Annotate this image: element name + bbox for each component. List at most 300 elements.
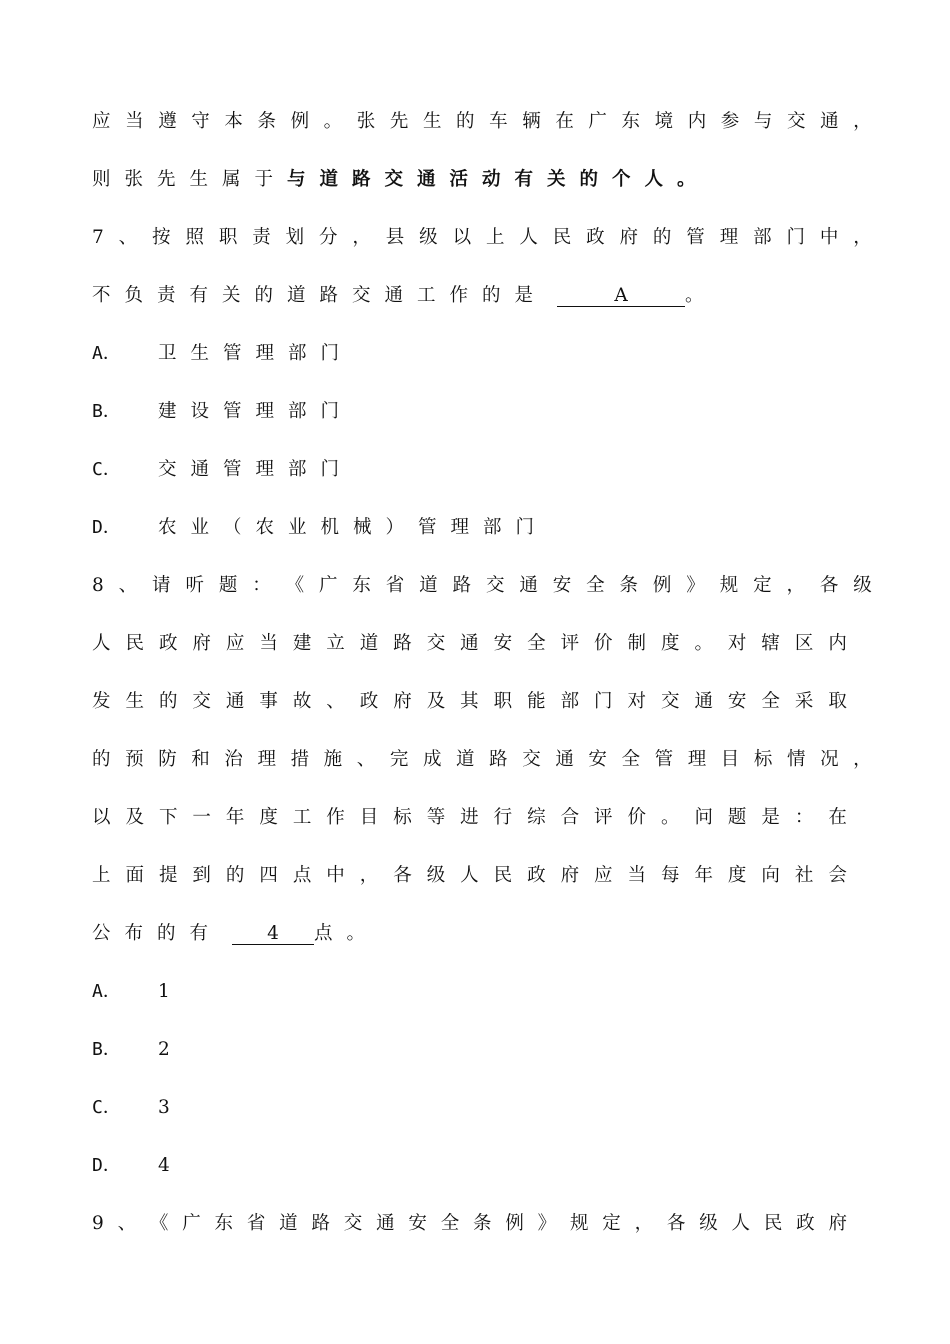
glyph: 度 [259, 807, 278, 828]
glyph: 下 [158, 807, 178, 828]
glyph: 生 [189, 169, 209, 190]
glyph: 部 [483, 517, 502, 538]
glyph: ， [634, 1213, 654, 1234]
option-text [158, 400, 353, 424]
glyph: 民 [552, 227, 572, 248]
glyph: 当 [627, 865, 647, 886]
glyph: 上 [485, 227, 505, 248]
glyph: 对 [727, 633, 747, 654]
question-8-line-3 [92, 690, 847, 714]
glyph: 应 [92, 111, 111, 132]
glyph: 机 [320, 517, 340, 538]
glyph: 门 [786, 227, 805, 248]
glyph: 题 [727, 807, 747, 828]
glyph: 到 [192, 865, 211, 886]
glyph: 全 [440, 1213, 460, 1234]
glyph: 全 [621, 749, 641, 770]
glyph: 请 [152, 575, 171, 596]
glyph: 取 [828, 691, 847, 712]
glyph: 政 [527, 865, 546, 886]
glyph: ， [359, 865, 379, 886]
glyph: 械 [353, 517, 372, 538]
question-7-line-1 [92, 226, 872, 250]
glyph: 道 [319, 169, 339, 190]
glyph: 路 [393, 633, 412, 654]
glyph: 府 [192, 633, 211, 654]
glyph: 级 [699, 1213, 718, 1234]
glyph: 安 [408, 1213, 427, 1234]
glyph: 以 [452, 227, 472, 248]
glyph: 交 [485, 575, 505, 596]
glyph: 通 [384, 285, 404, 306]
glyph: 条 [473, 1213, 492, 1234]
glyph: 县 [385, 227, 405, 248]
question-7-text [92, 285, 547, 306]
option-text [158, 342, 353, 366]
glyph: 民 [125, 633, 144, 654]
option-text: 1 [158, 981, 170, 1002]
glyph: 府 [393, 691, 412, 712]
glyph: 属 [222, 169, 241, 190]
glyph: 门 [594, 691, 613, 712]
glyph: 。 [694, 633, 713, 654]
glyph: 安 [493, 633, 513, 654]
glyph: 业 [288, 517, 307, 538]
glyph: 价 [594, 633, 613, 654]
glyph: 。 [323, 111, 343, 132]
glyph: 及 [426, 691, 446, 712]
glyph: 、 [118, 575, 138, 596]
glyph: 通 [820, 111, 839, 132]
glyph: 门 [320, 401, 340, 422]
glyph: 遵 [158, 111, 177, 132]
glyph: 情 [786, 749, 806, 770]
glyph: 有 [189, 285, 209, 306]
glyph: 7 [92, 227, 104, 248]
glyph: 布 [124, 923, 144, 944]
glyph: 公 [92, 923, 111, 944]
glyph: 通 [519, 575, 538, 596]
glyph: 综 [527, 807, 546, 828]
glyph: 人 [644, 169, 664, 190]
glyph: （ [223, 517, 242, 538]
glyph: 活 [449, 169, 469, 190]
glyph: 规 [719, 575, 739, 596]
glyph: 交 [343, 1213, 363, 1234]
glyph: 8 [92, 575, 104, 596]
glyph: 车 [489, 111, 508, 132]
glyph: 、 [118, 227, 138, 248]
glyph: 通 [417, 169, 436, 190]
glyph: 交 [192, 691, 211, 712]
glyph: 理 [257, 749, 276, 770]
glyph: 对 [627, 691, 647, 712]
glyph: 工 [292, 807, 312, 828]
glyph: 生 [190, 343, 210, 364]
glyph: 当 [259, 633, 278, 654]
glyph: 各 [666, 1213, 686, 1234]
glyph: 生 [125, 691, 144, 712]
glyph: ， [786, 575, 805, 596]
glyph: 管 [686, 227, 705, 248]
glyph: 的 [456, 111, 475, 132]
glyph: 年 [225, 807, 245, 828]
glyph: 的 [225, 865, 245, 886]
glyph: 通 [190, 459, 210, 480]
glyph: 则 [92, 169, 111, 190]
glyph: ， [352, 227, 371, 248]
glyph: 门 [515, 517, 535, 538]
glyph: 农 [255, 517, 275, 538]
glyph: 人 [731, 1213, 751, 1234]
option-letter: B． [92, 1039, 121, 1060]
glyph: 安 [552, 575, 572, 596]
glyph: 、 [356, 749, 376, 770]
glyph: 完 [389, 749, 409, 770]
glyph: 东 [352, 575, 371, 596]
glyph: 标 [753, 749, 773, 770]
glyph: 的 [254, 285, 274, 306]
glyph: 人 [92, 633, 111, 654]
glyph: 关 [547, 169, 566, 190]
glyph: 》 [686, 575, 705, 596]
glyph: 职 [218, 227, 238, 248]
glyph: 动 [482, 169, 501, 190]
glyph: 交 [786, 111, 806, 132]
question-9-line-1 [92, 1212, 847, 1236]
glyph: 部 [288, 343, 307, 364]
glyph: 例 [505, 1213, 524, 1234]
question-7-line-2 [92, 284, 872, 308]
glyph: 部 [288, 401, 307, 422]
glyph: 评 [560, 633, 580, 654]
question-8-line-4 [92, 748, 872, 772]
option-text [158, 516, 548, 540]
question-8-line-1 [92, 574, 872, 598]
glyph: 的 [652, 227, 672, 248]
glyph: 点 [292, 865, 312, 886]
glyph: 成 [422, 749, 442, 770]
glyph: 广 [319, 575, 338, 596]
glyph: 、 [326, 691, 345, 712]
glyph: 管 [223, 401, 242, 422]
glyph: 道 [359, 633, 379, 654]
glyph: 责 [252, 227, 271, 248]
glyph: 安 [588, 749, 607, 770]
glyph: 政 [586, 227, 605, 248]
glyph: 故 [292, 691, 312, 712]
question-8-answer-blank: 4 [232, 924, 314, 945]
glyph: 路 [352, 169, 371, 190]
glyph: 政 [158, 633, 178, 654]
glyph: 。 [346, 923, 366, 944]
glyph: 与 [753, 111, 773, 132]
glyph: 划 [285, 227, 305, 248]
glyph: 责 [157, 285, 176, 306]
glyph: 定 [753, 575, 772, 596]
glyph: 业 [190, 517, 210, 538]
glyph: 作 [449, 285, 469, 306]
glyph: 部 [753, 227, 772, 248]
glyph: 中 [326, 865, 345, 886]
option-letter: A． [92, 981, 121, 1002]
glyph: 内 [828, 633, 847, 654]
glyph: 中 [819, 227, 839, 248]
glyph: 级 [853, 575, 872, 596]
glyph: 通 [694, 691, 713, 712]
paragraph-line [92, 110, 872, 134]
glyph: 交 [660, 691, 680, 712]
glyph: 作 [326, 807, 345, 828]
glyph: 其 [460, 691, 479, 712]
glyph: 理 [255, 401, 275, 422]
question-7-end: 。 [685, 285, 704, 306]
glyph: 职 [493, 691, 513, 712]
glyph: 理 [450, 517, 470, 538]
glyph: 、 [117, 1213, 137, 1234]
glyph: 交 [384, 169, 404, 190]
option-text [158, 458, 353, 482]
glyph: 9 [92, 1213, 104, 1234]
glyph: 级 [426, 865, 446, 886]
glyph: 不 [92, 285, 111, 306]
glyph: 防 [158, 749, 177, 770]
glyph: 治 [224, 749, 243, 770]
glyph: 的 [158, 691, 178, 712]
glyph: 目 [720, 749, 740, 770]
glyph: 于 [254, 169, 274, 190]
glyph: 行 [493, 807, 513, 828]
glyph: 门 [320, 343, 340, 364]
glyph: 管 [654, 749, 674, 770]
glyph: 等 [426, 807, 446, 828]
glyph: 建 [158, 401, 177, 422]
glyph: 通 [555, 749, 574, 770]
glyph: 分 [319, 227, 338, 248]
glyph: 张 [124, 169, 144, 190]
glyph: 路 [311, 1213, 330, 1234]
question-8-line-7 [92, 922, 872, 946]
glyph: 措 [290, 749, 310, 770]
glyph: 度 [660, 633, 680, 654]
glyph: 政 [796, 1213, 815, 1234]
glyph: 一 [192, 807, 211, 828]
glyph: 的 [157, 923, 176, 944]
glyph: 提 [158, 865, 178, 886]
glyph: 东 [214, 1213, 234, 1234]
glyph: 通 [225, 691, 245, 712]
glyph: 府 [560, 865, 580, 886]
option-text: 4 [158, 1155, 170, 1176]
glyph: 管 [223, 343, 242, 364]
glyph: 理 [255, 459, 275, 480]
glyph: 上 [92, 865, 111, 886]
glyph: 当 [125, 111, 144, 132]
glyph: 有 [189, 923, 209, 944]
glyph: ： [252, 575, 271, 596]
glyph: 预 [125, 749, 144, 770]
glyph: 例 [290, 111, 310, 132]
glyph: 四 [259, 865, 278, 886]
glyph: 道 [287, 285, 306, 306]
glyph: 会 [828, 865, 847, 886]
glyph: 听 [185, 575, 204, 596]
glyph: 采 [794, 691, 814, 712]
glyph: 以 [92, 807, 111, 828]
glyph: 点 [314, 923, 333, 944]
glyph: 事 [259, 691, 278, 712]
glyph: 辆 [522, 111, 541, 132]
glyph: 和 [191, 749, 210, 770]
glyph: 照 [185, 227, 204, 248]
glyph: 工 [417, 285, 436, 306]
glyph: 道 [456, 749, 475, 770]
glyph: 守 [191, 111, 210, 132]
glyph: 年 [694, 865, 713, 886]
glyph: 区 [794, 633, 814, 654]
glyph: 在 [555, 111, 574, 132]
glyph: 东 [621, 111, 641, 132]
glyph: 部 [560, 691, 580, 712]
glyph: 安 [727, 691, 747, 712]
glyph: 交 [352, 285, 371, 306]
question-8-line-2 [92, 632, 847, 656]
glyph: 题 [218, 575, 238, 596]
glyph: 发 [92, 691, 111, 712]
glyph: 府 [619, 227, 639, 248]
glyph: 的 [579, 169, 599, 190]
glyph: 的 [92, 749, 111, 770]
glyph: 应 [594, 865, 613, 886]
question-8-line-5 [92, 806, 847, 830]
glyph: ） [385, 517, 405, 538]
option-text: 2 [158, 1039, 170, 1060]
glyph: 通 [460, 633, 479, 654]
glyph: 施 [323, 749, 343, 770]
question-7-answer-blank: A [557, 286, 685, 307]
glyph: 应 [225, 633, 245, 654]
glyph: 按 [152, 227, 171, 248]
glyph: 道 [419, 575, 438, 596]
glyph: 级 [419, 227, 438, 248]
glyph: 先 [389, 111, 409, 132]
glyph: 个 [612, 169, 631, 190]
glyph: 管 [223, 459, 242, 480]
glyph: 全 [527, 633, 546, 654]
question-8-line-6 [92, 864, 847, 888]
glyph: 部 [288, 459, 307, 480]
glyph: 广 [182, 1213, 201, 1234]
glyph: 交 [158, 459, 177, 480]
glyph: 道 [279, 1213, 298, 1234]
glyph: 进 [460, 807, 479, 828]
glyph: 标 [393, 807, 412, 828]
glyph: 生 [422, 111, 442, 132]
glyph: 人 [519, 227, 538, 248]
glyph: 评 [594, 807, 613, 828]
glyph: 本 [224, 111, 243, 132]
glyph: 建 [292, 633, 312, 654]
glyph: 目 [359, 807, 379, 828]
glyph: 况 [820, 749, 839, 770]
glyph: 管 [418, 517, 437, 538]
glyph: 在 [828, 807, 847, 828]
glyph: 政 [359, 691, 379, 712]
option-text: 3 [158, 1097, 170, 1118]
option-letter: D． [92, 1155, 121, 1176]
glyph: 民 [763, 1213, 783, 1234]
glyph: 是 [761, 807, 780, 828]
glyph: 每 [660, 865, 680, 886]
answer-intro-text [92, 169, 287, 190]
glyph: 问 [694, 807, 713, 828]
glyph: 。 [660, 807, 680, 828]
option-letter: C． [92, 1097, 121, 1118]
glyph: 价 [627, 807, 647, 828]
glyph: ： [794, 807, 814, 828]
glyph: 民 [493, 865, 513, 886]
glyph: 先 [157, 169, 176, 190]
glyph: 规 [569, 1213, 589, 1234]
glyph: ， [853, 111, 872, 132]
question-8-end [314, 923, 379, 944]
glyph: 内 [687, 111, 707, 132]
glyph: 卫 [158, 343, 177, 364]
glyph: 交 [522, 749, 541, 770]
option-letter: B． [92, 401, 121, 422]
option-letter: C． [92, 459, 121, 480]
paragraph-line [92, 168, 872, 192]
glyph: 社 [794, 865, 814, 886]
glyph: 及 [125, 807, 144, 828]
glyph: 各 [393, 865, 412, 886]
glyph: 《 [285, 575, 305, 596]
glyph: 制 [627, 633, 647, 654]
glyph: 路 [319, 285, 339, 306]
glyph: 例 [652, 575, 672, 596]
glyph: 交 [426, 633, 446, 654]
glyph: 通 [376, 1213, 395, 1234]
glyph: 立 [326, 633, 345, 654]
glyph: 设 [190, 401, 210, 422]
glyph: 理 [687, 749, 707, 770]
glyph: 定 [602, 1213, 621, 1234]
glyph: 路 [452, 575, 472, 596]
answer-bold-text [287, 169, 710, 190]
glyph: 门 [320, 459, 340, 480]
glyph: 张 [356, 111, 376, 132]
glyph: 参 [720, 111, 740, 132]
glyph: 理 [719, 227, 739, 248]
glyph: 面 [125, 865, 144, 886]
glyph: 条 [257, 111, 276, 132]
glyph: 是 [514, 285, 534, 306]
glyph: 境 [654, 111, 674, 132]
glyph: ， [853, 749, 872, 770]
glyph: 路 [489, 749, 508, 770]
glyph: 与 [287, 169, 306, 190]
glyph: 负 [124, 285, 144, 306]
glyph: 人 [460, 865, 479, 886]
glyph: 向 [761, 865, 780, 886]
question-8-text [92, 923, 222, 944]
glyph: 全 [761, 691, 780, 712]
glyph: 合 [560, 807, 580, 828]
glyph: 度 [727, 865, 747, 886]
glyph: 广 [588, 111, 607, 132]
glyph: 》 [537, 1213, 557, 1234]
glyph: 《 [149, 1213, 169, 1234]
